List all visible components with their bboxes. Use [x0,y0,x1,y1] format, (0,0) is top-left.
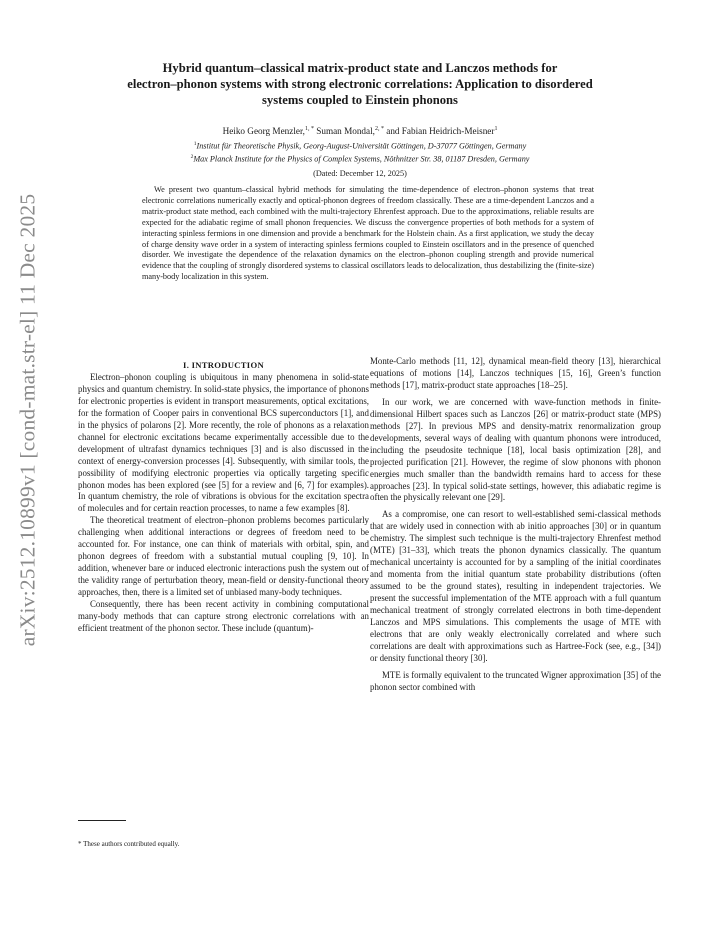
title-line: systems coupled to Einstein phonons [262,93,458,107]
footnote-rule [78,820,126,821]
paragraph: Consequently, there has been recent activity in combining computational many-body methods that can capture strong electronic correlations with an efficient treatment of the phonon sector. These include (quantum)- [78,599,369,633]
abstract: We present two quantum–classical hybrid methods for simulating the time-dependence of electron–phonon systems that treat electronic correlations numerically exactly and optical-phonon degrees of freedom classically. These are a time-dependent Lanczos and a matrix-product state method, each combined with the multi-trajectory Ehrenfest approach. Due to the approximations, reliable results are expected for the adiabatic regime of small phonon frequencies. We discuss the convergence properties of both methods for a system of interacting spinless fermions in one dimension and provide a benchmark for the Holstein chain. As a first application, we study the decay of charge density wave order in a system of interacting spinless fermions coupled to Einstein oscillators and in the presence of quenched disorder. We investigate the dependence of the relaxation dynamics on the electron–phonon coupling strength and provide numerical evidence that the coupling of strongly disordered systems to classical oscillators leads to delocalization, thus destabilizing the (finite-size) many-body localization in this system. [142,185,594,282]
left-column [78,360,369,635]
affiliation-mark: 2 [190,154,194,160]
paragraph: Electron–phonon coupling is ubiquitous in many phenomena in solid-state physics and quantum chemistry. In solid-state physics, the importance of phonons for electronic properties is evident in transport measurements, optical excitations, for the formation of Cooper pairs in conventional BCS superconductors [1], and in the physics of polarons [2]. More recently, the role of phonons as a relaxation channel for electronic excitations became experimentally accessible due to the development of ultrafast dynamics techniques [3] and is also discussed in the context of energy-conversion processes [4]. Subsequently, with similar tools, the possibility of modifying electronic properties via optically targeting specific phonon modes has been explored (see [5] for a review and [6, 7] for examples). In quantum chemistry, the role of vibrations is obvious for the excitation spectra of molecules and for certain reaction processes, to name a few examples [8]. [78,371,369,514]
right-column [370,356,661,694]
paragraph: MTE is formally equivalent to the truncated Wigner approximation [35] of the phonon sector combined with [370,669,661,692]
affiliation-mark: 1 [193,141,197,147]
affiliation-2 [60,154,660,164]
paper-title [60,60,660,108]
author-mark[interactable]: 1 [494,126,498,132]
footnote: * These authors contributed equally. [78,840,180,848]
paragraph: As a compromise, one can resort to well-established semi-classical methods that are widely used in connection with ab initio approaches [30] or in quantum chemistry. The simplest such technique is the multi-trajectory Ehrenfest method (MTE) [31–33], which treats the phonon dynamics classically. The quantum mechanical uncertainty is accounted for by a sampling of the initial coordinates and momenta from the initial quantum state probability distributions (often assumed to be the ground states), resulting in independent trajectories. We present the successful implementation of the MTE approach with a full quantum mechanical treatment of strongly correlated electrons in both time-dependent Lanczos and MPS simulations. This complements the usage of MTE with electrons that are only weakly electronically correlated and where such correlations are dealt with approximations such as Hartree-Fock (see, e.g., [34]) or density functional theory [30]. [370,509,661,663]
section-heading: I. INTRODUCTION [183,360,264,370]
author-name: and Fabian Heidrich-Meisner [386,126,495,137]
date-line: (Dated: December 12, 2025) [313,169,407,178]
title-line: electron–phonon systems with strong electronic correlations: Application to disordered [127,77,593,91]
affiliation-text: Institut für Theoretische Physik, Georg-August-Universität Göttingen, D-37077 Göttingen, Germany [196,141,527,151]
affiliation-1 [60,141,660,151]
paragraph: In our work, we are concerned with wave-function methods in finite-dimensional Hilbert spaces such as Lanczos [26] or matrix-product state (MPS) methods [27]. In previous MPS and density-matrix renormalization group developments, several ways of dealing with quantum phonons were introduced, including the pseudosite technique [18], local basis optimization [28], and projected purification [21]. However, the regime of slow phonons with phonon energies much smaller than the bandwidth remains hard to access for these approaches [23]. In typical solid-state settings, however, this adiabatic regime is often the physically relevant one [29]. [370,396,661,503]
author-name: Heiko Georg Menzler, [222,126,305,137]
author-list [60,126,660,136]
arxiv-identifier-stamp[interactable] [8,120,48,720]
author-mark[interactable]: 1, * [304,126,314,132]
affiliation-text: Max Planck Institute for the Physics of Complex Systems, Nöthnitzer Str. 38, 01187 Dresden, Germany [193,154,530,164]
author-mark[interactable]: 2, * [374,126,384,132]
author-name: Suman Mondal, [316,126,375,137]
paragraph: The theoretical treatment of electron–phonon problems becomes particularly challenging when additional interactions or degrees of freedom need to be accounted for. For instance, one can think of materials with orbital, spin, and phonon degrees of freedom with a substantial mutual coupling [9, 10]. In addition, whenever bare or induced electronic interactions push the system out of the validity range of perturbation theory, mean-field or density-functional theory approaches, then, there is a limited set of unbiased many-body techniques. [78,515,369,598]
arxiv-id-text: arXiv:2512.10899v1 [cond-mat.str-el] 11 Dec 2025 [15,193,40,647]
title-line: Hybrid quantum–classical matrix-product state and Lanczos methods for [162,61,558,75]
paragraph: Monte-Carlo methods [11, 12], dynamical mean-field theory [13], hierarchical equations of motions [14], Lanczos techniques [15, 16], Green’s function methods [17], matrix-product state approaches [18–25]. [370,356,661,390]
